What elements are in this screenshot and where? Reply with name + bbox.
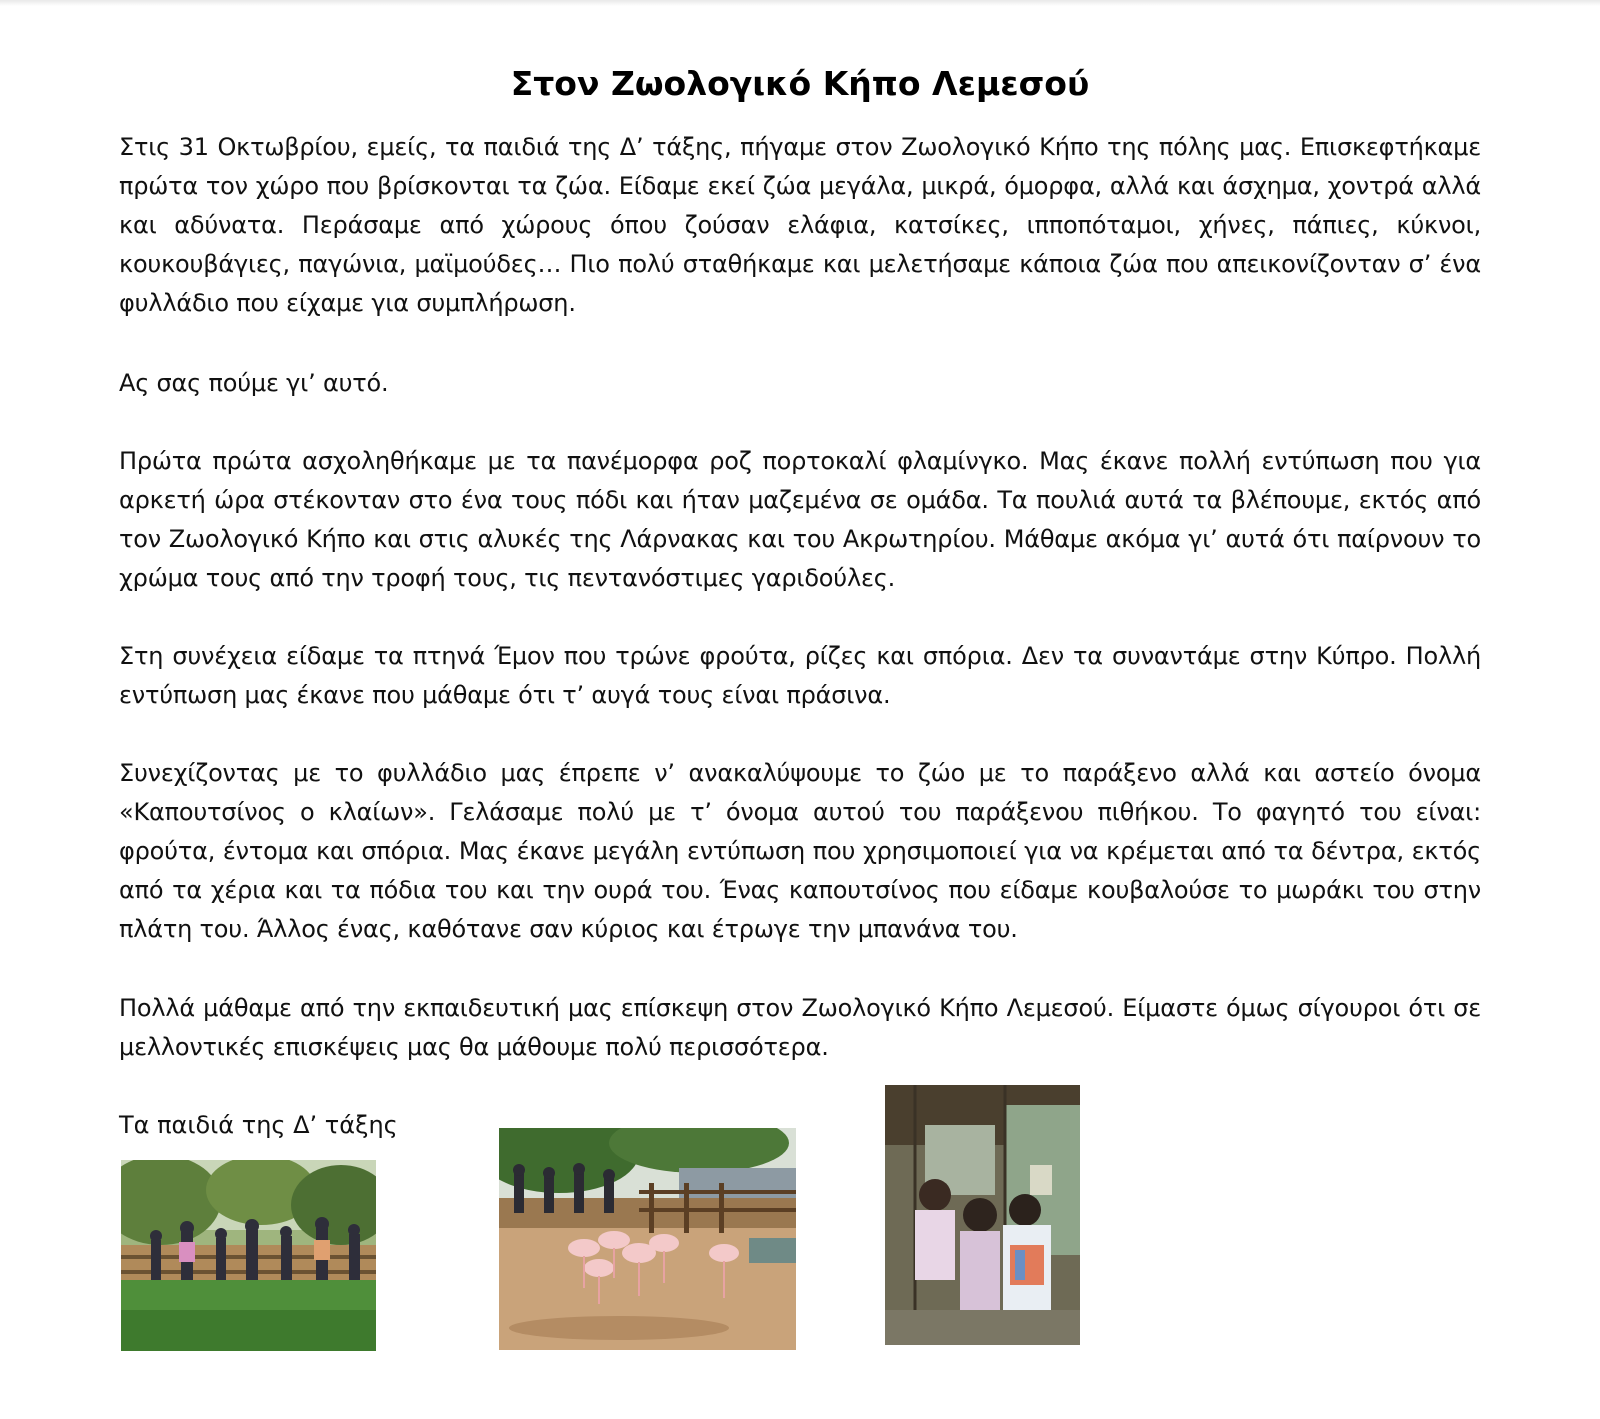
paragraph-capuchin: Συνεχίζοντας με το φυλλάδιο μας έπρεπε ν’ ανακαλύψουμε το ζώο με το παράξενο αλλά και αστείο όνομα «Καπουτσίνος ο κλαίων». Γελάσαμε πολύ με τ’ όνομα αυτού του παράξενου πιθήκου. Το φαγητό του είναι: φρούτα, έντομα και σπόρια. Μας έκανε μεγάλη εντύπωση που χρησιμοποιεί για να κρέμεται από τα δέντρα, εκτός από τα χέρια και τα πόδια του και την ουρά του. Ένας καπουτσίνος που είδαμε κουβαλούσε το μωράκι του στην πλάτη του. Άλλος ένας, καθότανε σαν κύριος και έτρωγε την μπανάνα του. [119,759,1481,943]
group-photo-icon [121,1160,376,1351]
page-title: Στον Ζωολογικό Κήπο Λεμεσού [510,64,1090,104]
paragraph-transition: Ας σας πούμε γι’ αυτό. [119,369,389,397]
signature: Τα παιδιά της Δ’ τάξης [119,1111,398,1139]
paragraph-conclusion: Πολλά μάθαμε από την εκπαιδευτική μας επίσκεψη στον Ζωολογικό Κήπο Λεμεσού. Είμαστε όμως σίγουροι ότι σε μελλοντικές επισκέψεις μας θα μάθουμε πολύ περισσότερα. [119,994,1481,1061]
paragraph-flamingo: Πρώτα πρώτα ασχοληθήκαμε με τα πανέμορφα ροζ πορτοκαλί φλαμίνγκο. Μας έκανε πολλή εντύπωση που για αρκετή ώρα στέκονταν στο ένα τους πόδι και ήταν μαζεμένα σε ομάδα. Τα πουλιά αυτά τα βλέπουμε, εκτός από τον Ζωολογικό Κήπο και στις αλυκές της Λάρνακας και του Ακρωτηρίου. Μάθαμε ακόμα γι’ αυτά ότι παίρνουν το χρώμα τους από την τροφή τους, τις πεντανόστιμες γαριδούλες. [119,447,1481,592]
paragraph-emu: Στη συνέχεια είδαμε τα πτηνά Έμον που τρώνε φρούτα, ρίζες και σπόρια. Δεν τα συναντάμε στην Κύπρο. Πολλή εντύπωση μας έκανε που μάθαμε ότι τ’ αυγά τους είναι πράσινα. [119,642,1481,709]
paragraph-intro: Στις 31 Οκτωβρίου, εμείς, τα παιδιά της Δ’ τάξης, πήγαμε στον Ζωολογικό Κήπο της πόλης μας. Επισκεφτήκαμε πρώτα τον χώρο που βρίσκονται τα ζώα. Είδαμε εκεί ζώα μεγάλα, μικρά, όμορφα, αλλά και άσχημα, χοντρά αλλά και αδύνατα. Περάσαμε από χώρους όπου ζούσαν ελάφια, κατσίκες, ιπποπόταμοι, χήνες, πάπιες, κύκνοι, κουκουβάγιες, παγώνια, μαϊμούδες… Πιο πολύ σταθήκαμε και μελετήσαμε κάποια ζώα που απεικονίζονταν σ’ ένα φυλλάδιο που είχαμε για συμπλήρωση. [119,133,1481,317]
children-photo-icon [885,1085,1080,1345]
flamingo-photo-icon [499,1128,796,1350]
